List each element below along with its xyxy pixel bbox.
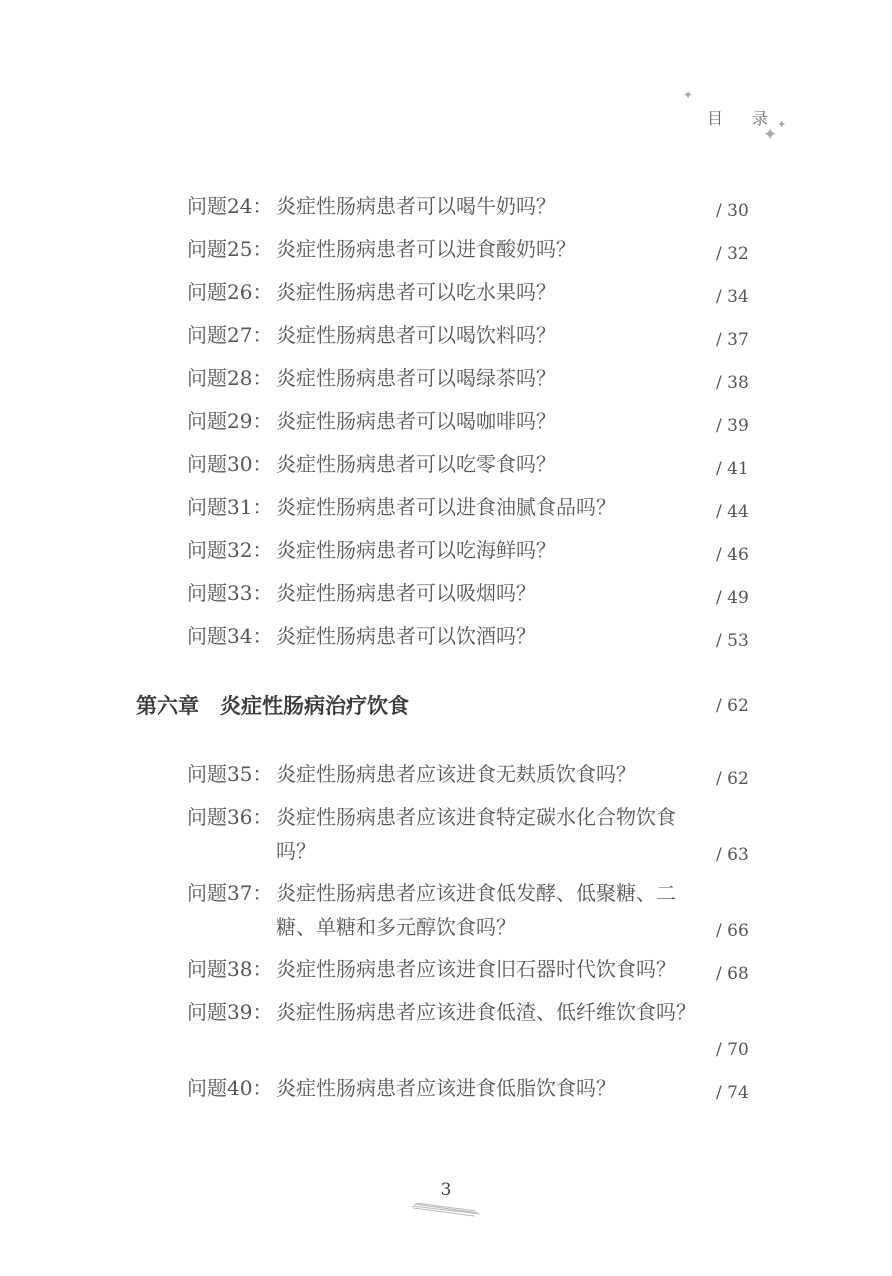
toc-entry-number: 问题36：: [187, 805, 273, 829]
toc-entry-number: 问题32：: [187, 538, 273, 562]
toc-entry[interactable]: [0, 318, 892, 361]
toc-entry-title: 炎症性肠病患者应该进食低脂饮食吗？: [276, 1076, 616, 1100]
toc-entry-number: 问题39：: [187, 1000, 273, 1024]
toc-entry[interactable]: [0, 757, 892, 800]
toc-entry[interactable]: [0, 232, 892, 275]
toc-entry-title: 炎症性肠病患者可以吃零食吗？: [276, 452, 556, 476]
table-of-contents: [0, 189, 892, 1114]
hatched-underline-ornament: [412, 1203, 480, 1217]
toc-entry-title: 炎症性肠病患者应该进食低渣、低纤维饮食吗？: [276, 1000, 696, 1024]
toc-entry-title: 炎症性肠病患者应该进食特定碳水化合物饮食吗？: [276, 805, 676, 863]
toc-entry-title: 炎症性肠病患者可以喝绿茶吗？: [276, 366, 556, 390]
toc-entry-title: 炎症性肠病患者应该进食无麸质饮食吗？: [276, 762, 636, 786]
toc-entry-page: / 32: [716, 244, 749, 264]
toc-entry-page: / 62: [716, 769, 749, 789]
toc-entry-page: / 39: [716, 416, 749, 436]
toc-entry-page: / 41: [716, 459, 749, 479]
toc-entry-title: 炎症性肠病患者可以喝咖啡吗？: [276, 409, 556, 433]
toc-entry-number: 问题30：: [187, 452, 273, 476]
toc-entry[interactable]: [0, 404, 892, 447]
toc-entry-number: 问题25：: [187, 237, 273, 261]
toc-entry-number: 问题38：: [187, 957, 273, 981]
toc-entry-title: 炎症性肠病患者可以吃水果吗？: [276, 280, 556, 304]
page-number: 3: [440, 1180, 452, 1200]
toc-entry[interactable]: [0, 800, 892, 876]
toc-entry[interactable]: [0, 995, 892, 1071]
toc-entry[interactable]: [0, 1071, 892, 1114]
toc-entry-page: / 44: [716, 502, 749, 522]
toc-entry[interactable]: [0, 876, 892, 952]
toc-entry-number: 问题35：: [187, 762, 273, 786]
toc-entry[interactable]: [0, 533, 892, 576]
chapter-page: / 62: [716, 696, 749, 716]
toc-entry-page: / 38: [716, 373, 749, 393]
toc-entry[interactable]: [0, 952, 892, 995]
toc-entry-number: 问题37：: [187, 881, 273, 905]
toc-entry-title: 炎症性肠病患者应该进食低发酵、低聚糖、二糖、单糖和多元醇饮食吗？: [276, 881, 676, 939]
toc-entry-title: 炎症性肠病患者应该进食旧石器时代饮食吗？: [276, 957, 676, 981]
toc-entry-number: 问题26：: [187, 280, 273, 304]
toc-entry-number: 问题34：: [187, 624, 273, 648]
toc-entry-number: 问题28：: [187, 366, 273, 390]
chapter-title: 第六章 炎症性肠病治疗饮食: [136, 694, 409, 718]
toc-entry[interactable]: [0, 275, 892, 318]
toc-entry[interactable]: [0, 490, 892, 533]
toc-entry-page: / 34: [716, 287, 749, 307]
toc-entry-title: 炎症性肠病患者可以吃海鲜吗？: [276, 538, 556, 562]
toc-entry[interactable]: [0, 361, 892, 404]
toc-entry-page: / 53: [716, 631, 749, 651]
toc-entry-number: 问题29：: [187, 409, 273, 433]
toc-entry-page: / 37: [716, 330, 749, 350]
toc-entry[interactable]: [0, 447, 892, 490]
sparkle-icon: ✦: [763, 125, 778, 145]
toc-entry-page: / 68: [716, 964, 749, 984]
toc-entry-title: 炎症性肠病患者可以吸烟吗？: [276, 581, 536, 605]
toc-entry-page: / 30: [716, 201, 749, 221]
toc-entry[interactable]: [0, 619, 892, 662]
toc-entry-number: 问题40：: [187, 1076, 273, 1100]
toc-entry-number: 问题33：: [187, 581, 273, 605]
toc-entry-title: 炎症性肠病患者可以进食油腻食品吗？: [276, 495, 616, 519]
toc-entry-number: 问题24：: [187, 194, 273, 218]
toc-entry[interactable]: [0, 189, 892, 232]
toc-entry-page: / 70: [716, 1040, 749, 1060]
toc-entry-page: / 74: [716, 1083, 749, 1103]
sparkle-icon: ✦: [777, 118, 787, 131]
chapter-heading[interactable]: [0, 662, 892, 757]
toc-entry[interactable]: [0, 576, 892, 619]
toc-entry-page: / 46: [716, 545, 749, 565]
toc-entry-number: 问题31：: [187, 495, 273, 519]
toc-entry-title: 炎症性肠病患者可以喝饮料吗？: [276, 323, 556, 347]
toc-entry-number: 问题27：: [187, 323, 273, 347]
toc-entry-title: 炎症性肠病患者可以喝牛奶吗？: [276, 194, 556, 218]
running-header-title: 目 录: [707, 109, 781, 128]
toc-entry-title: 炎症性肠病患者可以饮酒吗？: [276, 624, 536, 648]
toc-entry-page: / 63: [716, 845, 749, 865]
toc-entry-title: 炎症性肠病患者可以进食酸奶吗？: [276, 237, 576, 261]
toc-entry-page: / 66: [716, 921, 749, 941]
sparkle-icon: ✦: [683, 88, 694, 102]
toc-entry-page: / 49: [716, 588, 749, 608]
